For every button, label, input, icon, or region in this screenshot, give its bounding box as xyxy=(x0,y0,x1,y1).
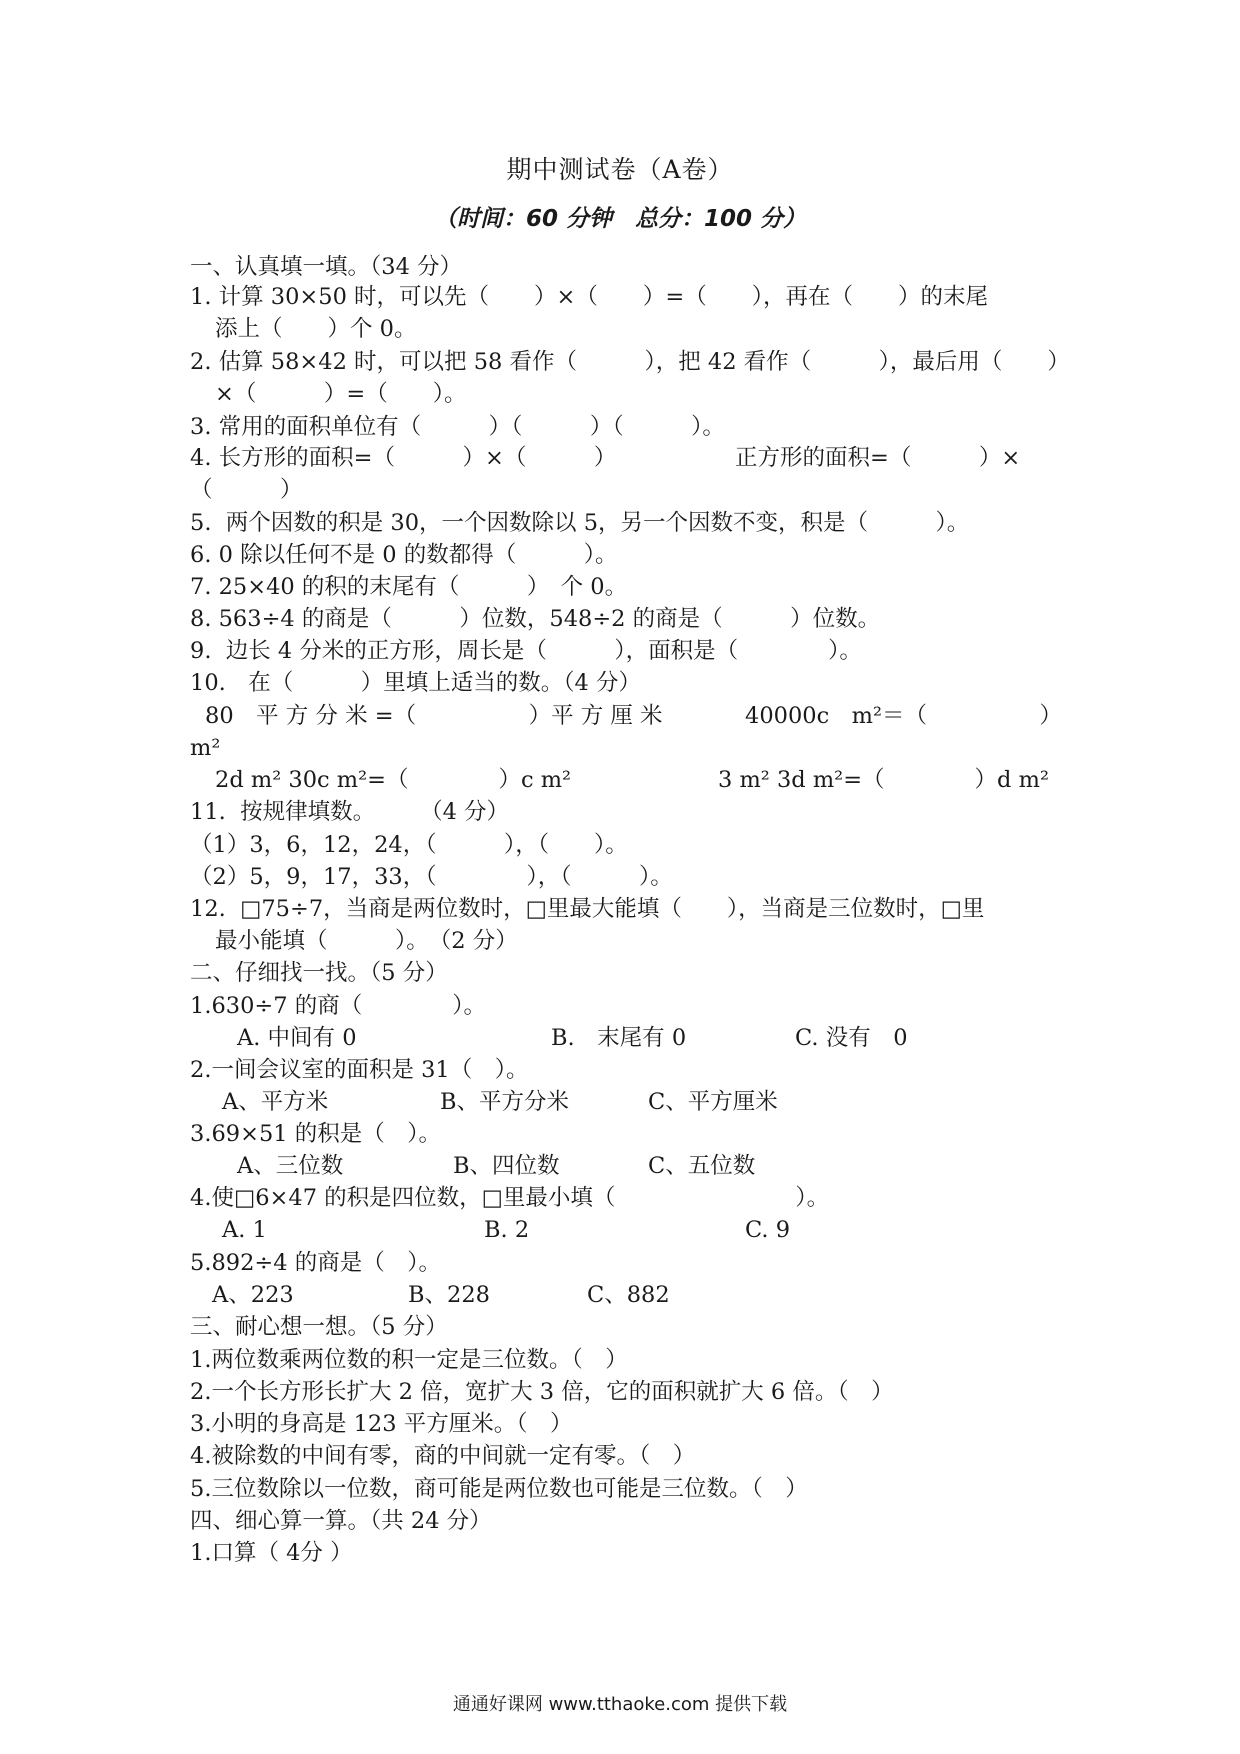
page-title: 期中测试卷（A卷） xyxy=(506,155,734,184)
s2-q5-option-c: C、882 xyxy=(587,1282,670,1308)
q11-line1: 11. 按规律填数。 （4 分） xyxy=(190,799,510,825)
s2-q4-option-c: C. 9 xyxy=(745,1217,791,1243)
q12-line1: 12. □75÷7，当商是两位数时，□里最大能填（ ），当商是三位数时，□里 xyxy=(190,896,985,922)
footer-source: 通通好课网 www.tthaoke.com 提供下载 xyxy=(452,1694,788,1715)
s2-q3-option-b: B、四位数 xyxy=(453,1153,560,1179)
q9-line: 9. 边长 4 分米的正方形，周长是（ ），面积是（ ）。 xyxy=(190,638,862,664)
s2-q5-option-a: A、223 xyxy=(212,1282,294,1308)
s2-q5-stem: 5.892÷4 的商是（ ）。 xyxy=(190,1250,441,1276)
q3-line: 3. 常用的面积单位有（ ）（ ）（ ）。 xyxy=(190,414,725,440)
section1-heading: 一、认真填一填。（34 分） xyxy=(190,254,463,280)
q10-line3: m² xyxy=(190,735,221,761)
s2-q3-stem: 3.69×51 的积是（ ）。 xyxy=(190,1121,441,1147)
s4-q1: 1.口算（ 4分 ） xyxy=(190,1540,353,1566)
section2-heading: 二、仔细找一找。（5 分） xyxy=(190,960,448,986)
q4-line1: 4. 长方形的面积=（ ）×（ ） xyxy=(190,445,617,471)
s3-item: 3.小明的身高是 123 平方厘米。（ ） xyxy=(190,1411,573,1437)
s2-q1-option-c: C. 没有 0 xyxy=(795,1025,908,1051)
q4-line2: （ ） xyxy=(190,477,303,503)
q11-line2: （1）3，6，12，24，（ ），（ ）。 xyxy=(190,832,628,858)
s2-q4-option-a: A. 1 xyxy=(222,1217,267,1243)
s2-q4-option-b: B. 2 xyxy=(484,1217,530,1243)
q5-line: 5. 两个因数的积是 30，一个因数除以 5，另一个因数不变，积是（ ）。 xyxy=(190,510,970,536)
q10-line4-right: 3 m² 3d m²=（ ）d m² xyxy=(718,767,1049,793)
s2-q1-option-b: B. 末尾有 0 xyxy=(551,1025,687,1051)
s3-item: 1.两位数乘两位数的积一定是三位数。（ ） xyxy=(190,1347,628,1373)
s2-q3-option-c: C、五位数 xyxy=(648,1153,756,1179)
s2-q5-option-b: B、228 xyxy=(408,1282,490,1308)
q11-line3: （2）5，9，17，33，（ ），（ ）。 xyxy=(190,864,673,890)
q1-line1: 1. 计算 30×50 时，可以先（ ）×（ ）=（ ），再在（ ）的末尾 xyxy=(190,284,988,310)
q12-line2: 最小能填（ ）。 （2 分） xyxy=(215,928,518,954)
s2-q2-option-c: C、平方厘米 xyxy=(648,1089,778,1115)
q6-line: 6. 0 除以任何不是 0 的数都得（ ）。 xyxy=(190,542,618,568)
q10-line1: 10. 在（ ）里填上适当的数。（4 分） xyxy=(190,670,642,696)
section4-heading: 四、细心算一算。（共 24 分） xyxy=(190,1508,492,1534)
s2-q1-option-a: A. 中间有 0 xyxy=(237,1025,357,1051)
s2-q2-option-a: A、平方米 xyxy=(222,1089,329,1115)
s3-item: 2.一个长方形长扩大 2 倍，宽扩大 3 倍，它的面积就扩大 6 倍。（ ） xyxy=(190,1379,894,1405)
s2-q3-option-a: A、三位数 xyxy=(237,1153,344,1179)
s2-q1-stem: 1.630÷7 的商（ ）。 xyxy=(190,993,486,1019)
s2-q2-stem: 2.一间会议室的面积是 31（ ）。 xyxy=(190,1057,529,1083)
q10-line2-left: 80 平 方 分 米 =（ ）平 方 厘 米 xyxy=(205,703,663,729)
s2-q2-option-b: B、平方分米 xyxy=(440,1089,570,1115)
section3-heading: 三、耐心想一想。（5 分） xyxy=(190,1314,448,1340)
q4-square-area: 正方形的面积=（ ）× xyxy=(735,445,1021,471)
q1-line2: 添上（ ）个 0。 xyxy=(215,316,417,342)
q2-line1: 2. 估算 58×42 时，可以把 58 看作（ ），把 42 看作（ ），最后用（ ） xyxy=(190,349,1070,375)
q7-line: 7. 25×40 的积的末尾有（ ） 个 0。 xyxy=(190,574,628,600)
s3-item: 5.三位数除以一位数，商可能是两位数也可能是三位数。（ ） xyxy=(190,1476,808,1502)
s3-item: 4.被除数的中间有零，商的中间就一定有零。（ ） xyxy=(190,1443,696,1469)
q2-line2: ×（ ）=（ ）。 xyxy=(215,381,467,407)
s2-q4-stem: 4.使□6×47 的积是四位数，□里最小填（ ）。 xyxy=(190,1185,830,1211)
q10-line2-right: 40000c m²＝（ ） xyxy=(745,703,1063,729)
q10-line4-left: 2d m² 30c m²=（ ）c m² xyxy=(215,767,572,793)
q8-line: 8. 563÷4 的商是（ ）位数，548÷2 的商是（ ）位数。 xyxy=(190,606,881,632)
exam-info: （时间：60 分钟 总分：100 分） xyxy=(433,206,807,232)
